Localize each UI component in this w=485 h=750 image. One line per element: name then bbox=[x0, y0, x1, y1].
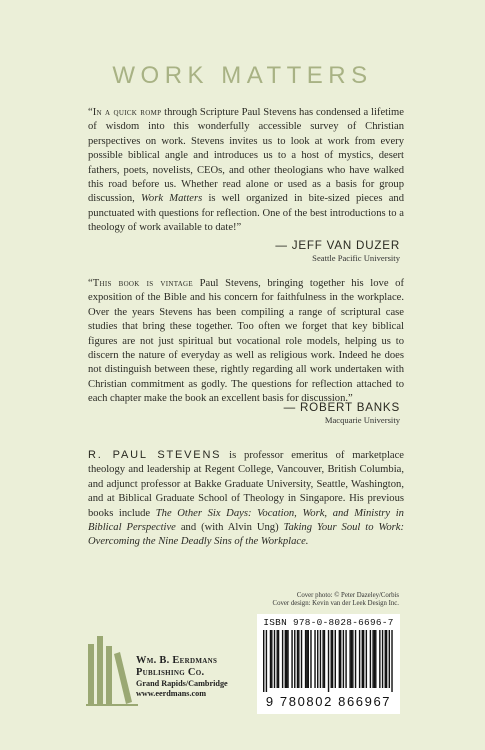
barcode-bar bbox=[291, 630, 292, 688]
quote-1-author: — JEFF VAN DUZER bbox=[275, 239, 400, 252]
isbn-label: ISBN 978-0-8028-6696-7 bbox=[263, 617, 394, 628]
eerdmans-books-logo-icon bbox=[86, 634, 138, 706]
endorsement-quote-1 bbox=[88, 106, 404, 236]
isbn-barcode-box bbox=[257, 614, 400, 714]
barcode-bar bbox=[391, 630, 392, 692]
barcode-bar bbox=[340, 630, 341, 688]
barcode-bar bbox=[297, 630, 298, 688]
quote-2-author: — ROBERT BANKS bbox=[283, 401, 400, 414]
barcode-bar bbox=[270, 630, 271, 688]
barcode-bar bbox=[374, 630, 375, 688]
barcode-bar bbox=[362, 630, 363, 688]
barcode bbox=[263, 630, 394, 692]
publisher-name-line-2: Publishing Co. bbox=[136, 667, 205, 678]
barcode-bar bbox=[322, 630, 323, 688]
quote-2-open-mark: “ bbox=[88, 278, 93, 289]
quote-1-open-mark: “ bbox=[88, 107, 93, 118]
barcode-bar bbox=[359, 630, 360, 688]
quote-2-lead: This book is vintage bbox=[92, 278, 193, 289]
barcode-bar bbox=[294, 630, 295, 688]
book-title: WORK MATTERS bbox=[112, 62, 373, 89]
barcode-bar bbox=[389, 630, 390, 688]
barcode-bar bbox=[335, 630, 336, 688]
barcode-bar bbox=[370, 630, 371, 688]
barcode-bar bbox=[375, 630, 376, 688]
barcode-bar bbox=[382, 630, 383, 688]
barcode-bar bbox=[278, 630, 279, 688]
barcode-bar bbox=[298, 630, 299, 688]
barcode-bar bbox=[332, 630, 333, 688]
barcode-bar bbox=[310, 630, 311, 688]
bio-author-name: R. PAUL STEVENS bbox=[88, 449, 222, 461]
quote-1-attribution bbox=[275, 239, 400, 263]
quote-2-text: Paul Stevens, bringing together his love of exposition of the Bible and his concern for faithfulness in the workplace. Over the years Stevens has been compiling a range of scriptural case studies that bring these together. Too often we forget that key biblical figures are not just spiritual but vocational role models, helping us to discern the nature of everyday as well as religious work. Indeed he does not distinguish between these, rightly regarding all work undertaken with Christian commitment as godly. The questions for reflection attached to each chapter make the book an excellent basis for discussion.” bbox=[88, 278, 404, 405]
barcode-bar bbox=[366, 630, 367, 688]
barcode-bar bbox=[324, 630, 325, 688]
barcode-bar bbox=[277, 630, 278, 688]
publisher-info bbox=[136, 655, 228, 699]
quote-1-book-title: Work Matters bbox=[141, 193, 203, 205]
barcode-bar bbox=[363, 630, 364, 688]
quote-1-text-part-1: through Scripture Paul Stevens has condensed a lifetime of wisdom into this wonderfully accessible survey of Christian perspectives on work. Stevens invites us to look at work from every possible biblical angle and introduces us to a host of mystics, desert fathers, poets, novelists, CEOs, and other theologians who have walked this road before us. Whether read alone or used as a basis for group discussion, bbox=[88, 107, 404, 205]
barcode-bar bbox=[274, 630, 275, 688]
barcode-bar bbox=[306, 630, 307, 688]
quote-2-affiliation: Macquarie University bbox=[324, 415, 400, 425]
bio-book-2: Taking Your Soul to Work: Overcoming the Nine Deadly Sins of the Workplace. bbox=[88, 522, 404, 548]
quote-1-affiliation: Seattle Pacific University bbox=[312, 253, 400, 263]
barcode-bar bbox=[328, 630, 329, 692]
barcode-bar bbox=[305, 630, 306, 688]
barcode-bar bbox=[386, 630, 387, 688]
barcode-bar bbox=[379, 630, 380, 688]
barcode-bar bbox=[352, 630, 353, 688]
author-bio bbox=[88, 448, 404, 550]
barcode-bar bbox=[331, 630, 332, 688]
barcode-bar bbox=[266, 630, 267, 692]
bio-book-1: The Other Six Days: Vocation, Work, and Ministry in Biblical Perspective bbox=[88, 507, 404, 534]
bio-text-part-2: and (with Alvin Ung) bbox=[175, 522, 284, 534]
barcode-digits: 9 780802 866967 bbox=[265, 694, 392, 709]
barcode-bar bbox=[286, 630, 287, 688]
bio-text-part-1: is professor emeritus of marketplace theology and leadership at Regent College, Vancouver, British Columbia, and adjunct professor at Bakke Graduate University, Seattle, Washington, and at Biblical Graduate School of Theology in Singapore. His previous books include bbox=[88, 450, 404, 519]
barcode-bar bbox=[282, 630, 283, 688]
barcode-bar bbox=[372, 630, 373, 688]
barcode-bar bbox=[263, 630, 264, 692]
barcode-bar bbox=[339, 630, 340, 688]
barcode-bar bbox=[301, 630, 302, 688]
barcode-bar bbox=[320, 630, 321, 688]
publisher-name-line-1: Wm. B. Eerdmans bbox=[136, 655, 218, 666]
publisher-location: Grand Rapids/Cambridge bbox=[136, 679, 228, 688]
cover-credits bbox=[273, 592, 399, 609]
cover-design-credit: Cover design: Kevin van der Leek Design Inc. bbox=[272, 600, 399, 608]
barcode-bar bbox=[345, 630, 346, 688]
quote-2-attribution bbox=[284, 401, 400, 425]
barcode-bar bbox=[314, 630, 315, 688]
quote-1-text-part-2: is well organized in bite-sized pieces and punctuated with questions for reflection. One of the best introductions to a theology of work available to date!” bbox=[88, 193, 405, 234]
barcode-bar bbox=[271, 630, 272, 688]
barcode-bar bbox=[351, 630, 352, 688]
barcode-bar bbox=[308, 630, 309, 688]
barcode-bar bbox=[285, 630, 286, 688]
barcode-bar bbox=[355, 630, 356, 688]
quote-1-lead: In a quick romp bbox=[92, 107, 162, 118]
barcode-bar bbox=[385, 630, 386, 688]
cover-photo-credit: Cover photo: © Peter Dazeley/Corbis bbox=[296, 592, 399, 599]
barcode-bar bbox=[287, 630, 288, 688]
barcode-bar bbox=[343, 630, 344, 688]
barcode-bar bbox=[317, 630, 318, 688]
endorsement-quote-2 bbox=[88, 277, 404, 407]
barcode-bar bbox=[349, 630, 350, 688]
publisher-website[interactable]: www.eerdmans.com bbox=[136, 689, 207, 698]
